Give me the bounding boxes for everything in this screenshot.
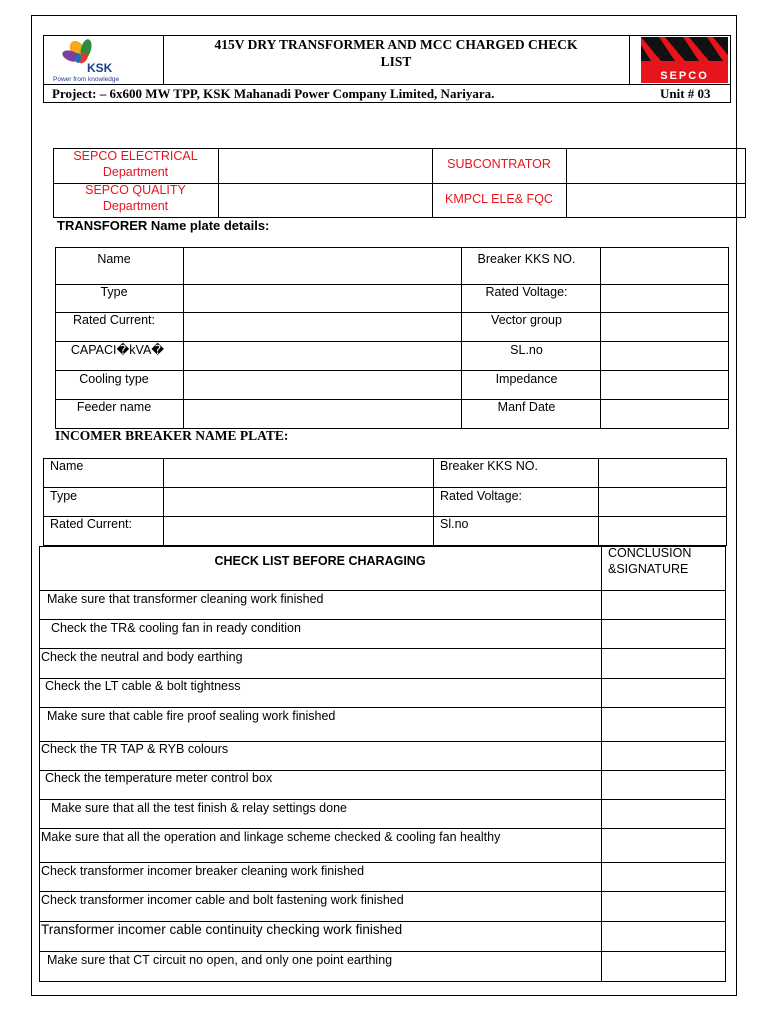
tr-label-sl-no: SL.no: [510, 343, 543, 357]
tr-label-capacity: CAPACI�kVA�: [70, 343, 165, 357]
checklist-item: Check transformer incomer cable and bolt fastening work finished: [41, 893, 404, 907]
svg-text:Power from knowledge: Power from knowledge: [53, 76, 120, 83]
tr-label-rated-voltage: Rated Voltage:: [485, 285, 568, 299]
inc-label-breaker-kks: Breaker KKS NO.: [440, 459, 538, 473]
incomer-section-title: INCOMER BREAKER NAME PLATE:: [55, 428, 289, 443]
checklist-item: Make sure that all the operation and linkage scheme checked & cooling fan healthy: [41, 830, 501, 844]
inc-label-rated-current: Rated Current:: [50, 517, 132, 531]
svg-text:KSK: KSK: [87, 61, 113, 75]
checklist-item: Check the neutral and body earthing: [41, 650, 243, 664]
tr-label-manf-date: Manf Date: [497, 400, 556, 414]
tr-label-type: Type: [100, 285, 128, 299]
checklist-item: Check the LT cable & bolt tightness: [45, 679, 241, 693]
checklist-item: Make sure that transformer cleaning work finished: [47, 592, 324, 606]
tr-label-feeder-name: Feeder name: [76, 400, 152, 414]
tr-label-cooling-type: Cooling type: [79, 372, 149, 386]
tr-label-rated-current: Rated Current:: [73, 313, 155, 327]
tr-label-vector-group: Vector group: [491, 313, 562, 327]
inc-label-type: Type: [50, 489, 78, 503]
checklist-item: Transformer incomer cable continuity checking work finished: [41, 922, 403, 937]
checklist-item: Check the temperature meter control box: [45, 771, 273, 785]
checklist-item: Check transformer incomer breaker cleaning work finished: [41, 864, 365, 878]
tr-label-name: Name: [97, 252, 131, 266]
header-divider-right: [629, 35, 630, 85]
checklist-item: Make sure that all the test finish & relay settings done: [51, 801, 347, 815]
inc-label-rated-voltage: Rated Voltage:: [440, 489, 523, 503]
transformer-section-title: TRANSFORER Name plate details:: [57, 218, 270, 233]
checklist-item: Make sure that CT circuit no open, and only one point earthing: [47, 953, 393, 967]
sepco-logo: [641, 37, 728, 83]
unit-number: Unit # 03: [660, 86, 711, 101]
tr-label-breaker-kks: Breaker KKS NO.: [477, 252, 576, 266]
incomer-table: [43, 458, 727, 546]
subcontractor-label: SUBCONTRATOR: [447, 157, 551, 171]
page-title: 415V DRY TRANSFORMER AND MCC CHARGED CHECK LIST: [214, 37, 578, 69]
checklist-item: Make sure that cable fire proof sealing work finished: [47, 709, 336, 723]
checklist-item: Check the TR& cooling fan in ready condition: [51, 621, 301, 635]
checklist-item: Check the TR TAP & RYB colours: [41, 742, 229, 756]
checklist-header: CHECK LIST BEFORE CHARAGING: [214, 554, 426, 568]
svg-text:SEPCO: SEPCO: [660, 70, 709, 82]
ksk-logo: [50, 36, 160, 84]
sepco-electrical-label: SEPCO ELECTRICAL Department: [73, 149, 198, 179]
kmpcl-label: KMPCL ELE& FQC: [445, 192, 553, 206]
sepco-quality-label: SEPCO QUALITY Department: [85, 183, 186, 213]
inc-label-sl-no: Sl.no: [440, 517, 469, 531]
tr-label-impedance: Impedance: [495, 372, 558, 386]
inc-label-name: Name: [50, 459, 84, 473]
project-text: Project: – 6x600 MW TPP, KSK Mahanadi Power Company Limited, Nariyara.: [52, 86, 495, 101]
checklist-table: [39, 546, 726, 982]
conclusion-signature-header: CONCLUSION &SIGNATURE: [608, 546, 692, 576]
